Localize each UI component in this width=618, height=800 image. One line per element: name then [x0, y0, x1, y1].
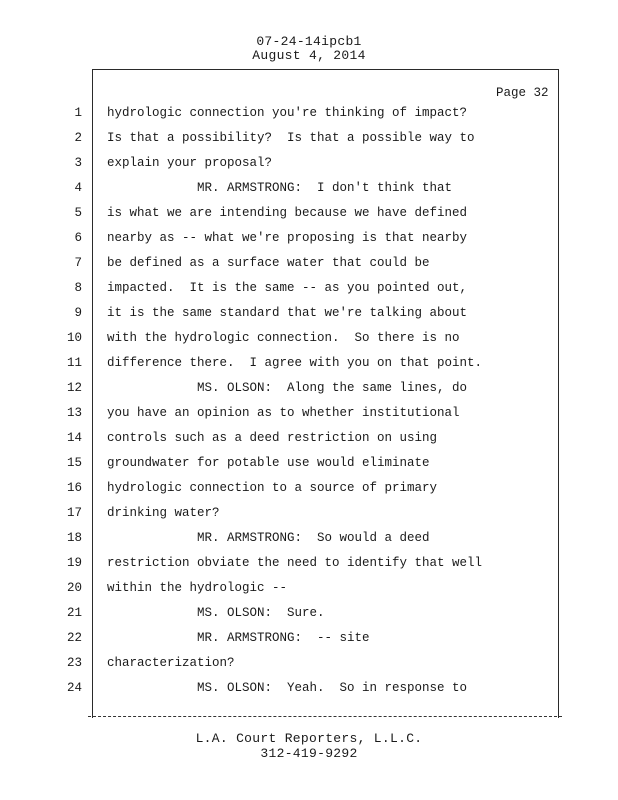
line-text: is what we are intending because we have defined: [107, 206, 468, 220]
line-number: 14: [66, 431, 82, 445]
line-text: you have an opinion as to whether institutional: [107, 406, 460, 420]
page-number: Page 32: [496, 86, 549, 100]
footer-phone: 312-419-9292: [260, 746, 358, 761]
line-text: restriction obviate the need to identify that well: [107, 556, 483, 570]
line-number: 22: [66, 631, 82, 645]
line-text: impacted. It is the same -- as you pointed out,: [107, 281, 468, 295]
transcript-line: [0, 356, 618, 376]
transcript-line: [0, 106, 618, 126]
line-text: Is that a possibility? Is that a possible way to: [107, 131, 475, 145]
transcript-line: [0, 681, 618, 701]
line-text: with the hydrologic connection. So there is no: [107, 331, 460, 345]
transcript-line: [0, 156, 618, 176]
line-number: 18: [66, 531, 82, 545]
transcript-line: [0, 481, 618, 501]
line-text: difference there. I agree with you on that point.: [107, 356, 483, 370]
line-text: MS. OLSON: Along the same lines, do: [107, 381, 468, 395]
line-text: it is the same standard that we're talking about: [107, 306, 468, 320]
footer-company: L.A. Court Reporters, L.L.C.: [195, 731, 423, 746]
line-number: 5: [74, 206, 82, 220]
line-text: drinking water?: [107, 506, 220, 520]
transcript-line: [0, 381, 618, 401]
transcript-line: [0, 556, 618, 576]
line-text: MS. OLSON: Sure.: [107, 606, 325, 620]
transcript-line: [0, 331, 618, 351]
transcript-line: [0, 256, 618, 276]
line-number: 17: [66, 506, 82, 520]
transcript-line: [0, 631, 618, 651]
line-number: 12: [66, 381, 82, 395]
line-text: within the hydrologic --: [107, 581, 288, 595]
line-text: MS. OLSON: Yeah. So in response to: [107, 681, 468, 695]
line-text: controls such as a deed restriction on using: [107, 431, 438, 445]
transcript-line: [0, 456, 618, 476]
transcript-line: [0, 306, 618, 326]
line-text: characterization?: [107, 656, 235, 670]
transcript-line: [0, 506, 618, 526]
line-number: 2: [74, 131, 82, 145]
header-filename: 07-24-14ipcb1: [256, 34, 362, 49]
line-number: 23: [66, 656, 82, 670]
line-text: MR. ARMSTRONG: -- site: [107, 631, 370, 645]
line-text: be defined as a surface water that could be: [107, 256, 430, 270]
transcript-line: [0, 406, 618, 426]
line-text: explain your proposal?: [107, 156, 273, 170]
line-number: 8: [74, 281, 82, 295]
line-text: hydrologic connection you're thinking of impact?: [107, 106, 468, 120]
transcript-line: [0, 181, 618, 201]
bottom-rule: [88, 716, 562, 717]
line-number: 6: [74, 231, 82, 245]
transcript-line: [0, 281, 618, 301]
line-number: 13: [66, 406, 82, 420]
line-number: 24: [66, 681, 82, 695]
transcript-line: [0, 206, 618, 226]
line-text: MR. ARMSTRONG: I don't think that: [107, 181, 453, 195]
line-text: hydrologic connection to a source of primary: [107, 481, 438, 495]
line-text: MR. ARMSTRONG: So would a deed: [107, 531, 430, 545]
line-number: 15: [66, 456, 82, 470]
line-number: 19: [66, 556, 82, 570]
line-number: 20: [66, 581, 82, 595]
transcript-line: [0, 431, 618, 451]
line-number: 10: [66, 331, 82, 345]
line-number: 21: [66, 606, 82, 620]
transcript-line: [0, 581, 618, 601]
line-number: 7: [74, 256, 82, 270]
line-number: 3: [74, 156, 82, 170]
line-number: 9: [74, 306, 82, 320]
line-text: groundwater for potable use would eliminate: [107, 456, 430, 470]
line-number: 1: [74, 106, 82, 120]
line-number: 4: [74, 181, 82, 195]
line-number: 11: [66, 356, 82, 370]
transcript-line: [0, 531, 618, 551]
transcript-line: [0, 656, 618, 676]
transcript-line: [0, 231, 618, 251]
line-number: 16: [66, 481, 82, 495]
transcript-line: [0, 606, 618, 626]
header-date: August 4, 2014: [252, 48, 366, 63]
transcript-line: [0, 131, 618, 151]
line-text: nearby as -- what we're proposing is that nearby: [107, 231, 468, 245]
